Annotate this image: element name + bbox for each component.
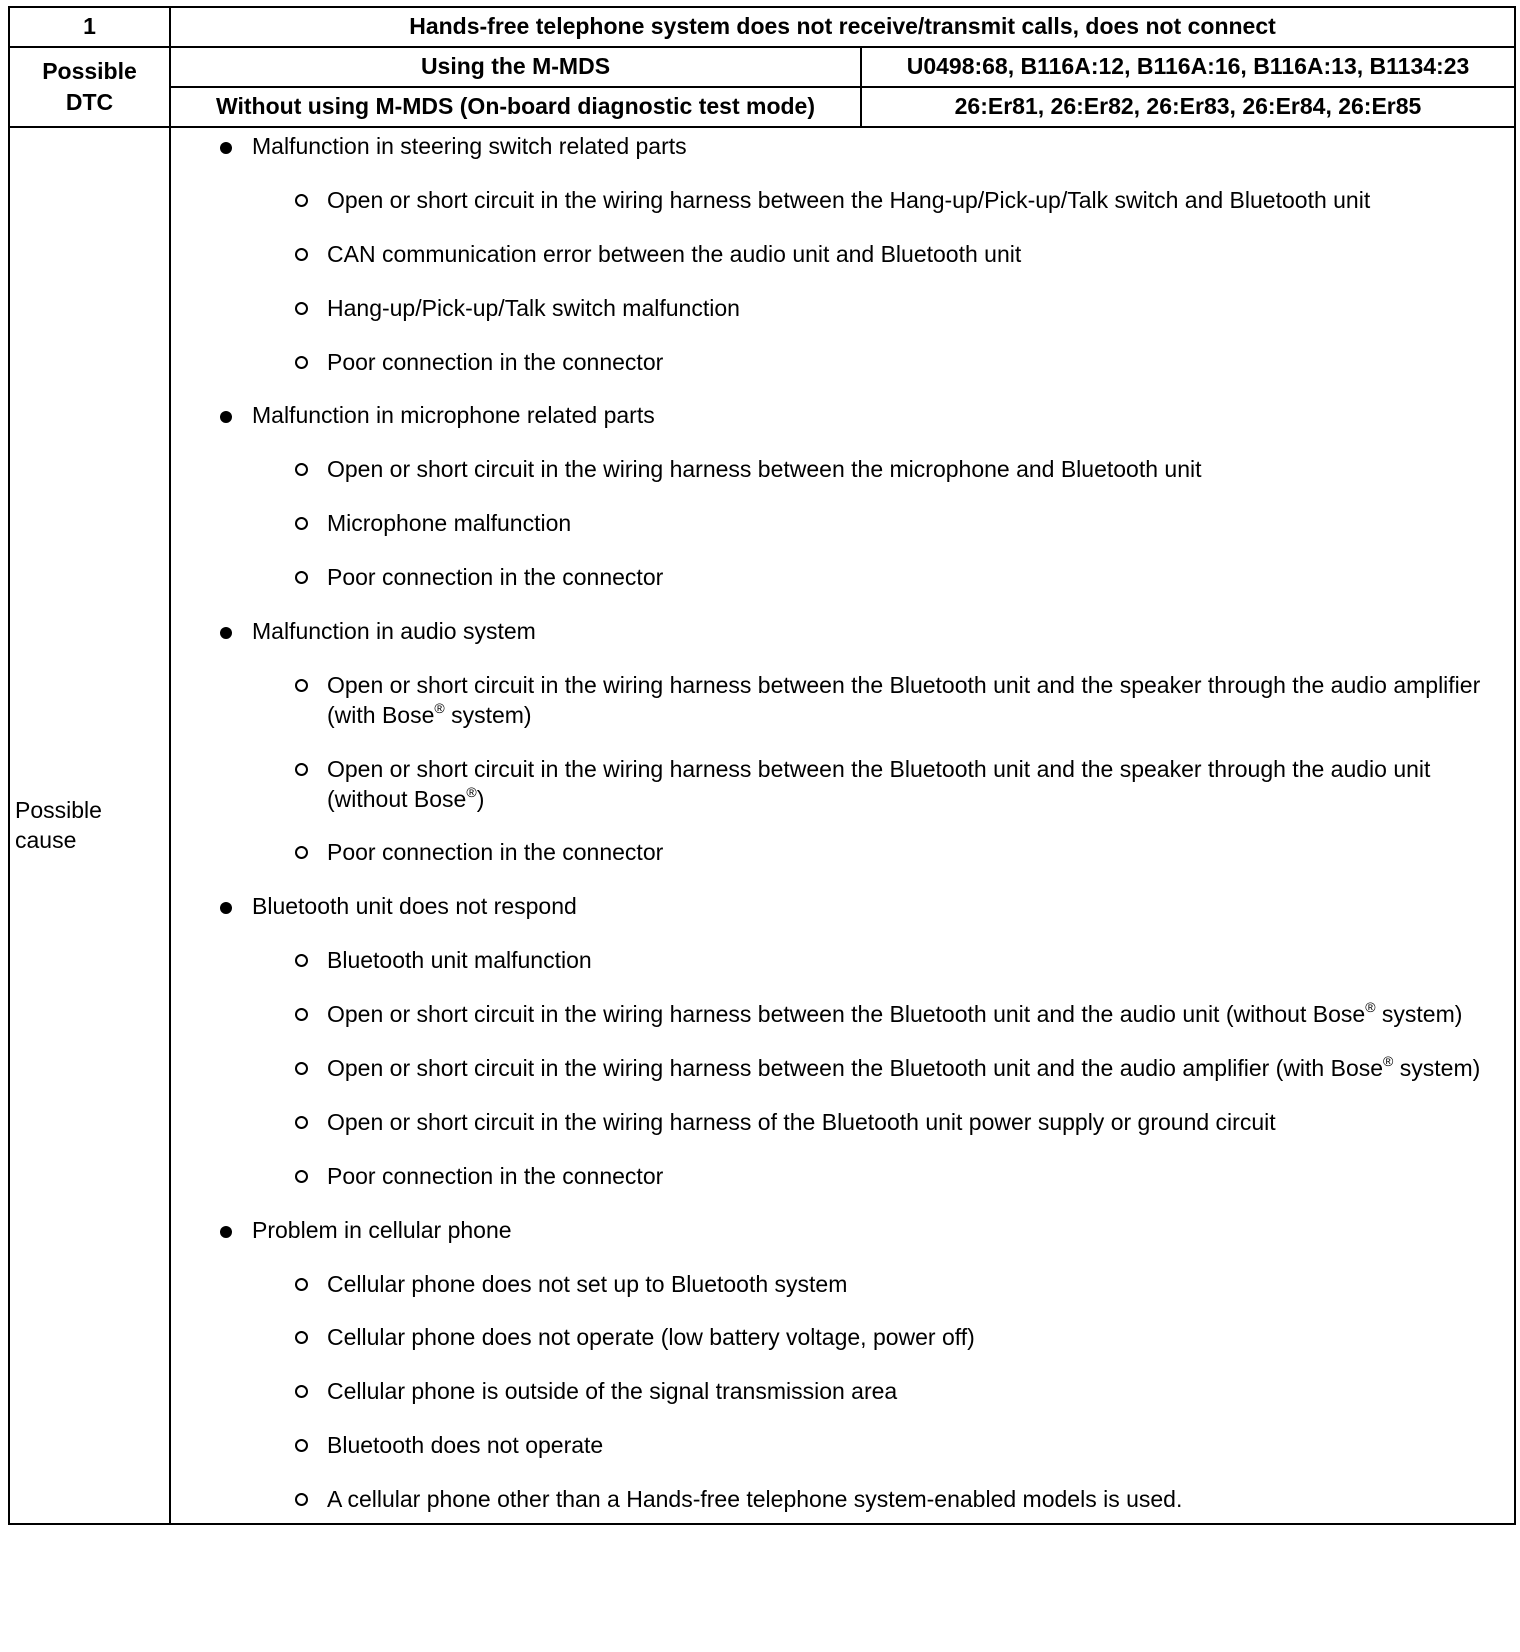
header-row (9, 7, 1515, 47)
cause-group (216, 1216, 1494, 1515)
bullet-ring-icon (295, 1170, 308, 1183)
cause-item (327, 294, 1494, 324)
cause-item (327, 1270, 1494, 1300)
bullet-ring-icon (295, 517, 308, 530)
bullet-dot-icon (220, 142, 232, 154)
bullet-ring-icon (295, 571, 308, 584)
bullet-ring-icon (295, 194, 308, 207)
cause-item (327, 455, 1494, 485)
cause-item (327, 838, 1494, 868)
cause-row (9, 127, 1515, 1524)
bullet-ring-icon (295, 1331, 308, 1344)
bullet-ring-icon (295, 954, 308, 967)
cause-item-text: Open or short circuit in the wiring harness between the Bluetooth unit and the speaker through the audio amplifier (with Bose (327, 671, 1481, 728)
cause-item-text: Open or short circuit in the wiring harness between the Bluetooth unit and the audio amplifier (with Bose (327, 1055, 1384, 1082)
bullet-ring-icon (295, 1493, 308, 1506)
bullet-dot-icon (220, 1226, 232, 1238)
cause-item (327, 186, 1494, 216)
cause-item-text: Open or short circuit in the wiring harness between the Hang-up/Pick-up/Talk switch and Bluetooth unit (327, 186, 1371, 213)
symptom-title: Hands-free telephone system does not receive/transmit calls, does not connect (170, 7, 1515, 47)
cause-item-text: Hang-up/Pick-up/Talk switch malfunction (327, 294, 740, 321)
cause-item-text: Open or short circuit in the wiring harness between the Bluetooth unit and the speaker through the audio unit (without Bose (327, 755, 1431, 812)
bullet-ring-icon (295, 1439, 308, 1452)
cause-item-text: Poor connection in the connector (327, 839, 664, 866)
cause-item-text: Poor connection in the connector (327, 1162, 664, 1189)
cause-item (327, 755, 1494, 815)
cause-item (327, 240, 1494, 270)
cause-item-text: Bluetooth does not operate (327, 1432, 604, 1459)
cause-group (216, 401, 1494, 593)
cause-item (327, 671, 1494, 731)
cause-item (327, 563, 1494, 593)
dtc-row-onboard (9, 87, 1515, 127)
cause-label (9, 127, 170, 1524)
cause-group-title: Malfunction in audio system (252, 618, 536, 645)
cause-label-text: Possible cause (15, 796, 102, 853)
cause-item-text-tail: system) (444, 701, 532, 728)
bullet-ring-icon (295, 679, 308, 692)
cause-group-title: Malfunction in microphone related parts (252, 402, 655, 429)
cause-item-text: A cellular phone other than a Hands-free telephone system-enabled models is used. (327, 1486, 1183, 1513)
cause-list (216, 132, 1494, 1515)
cause-sublist (252, 671, 1494, 868)
cause-list-cell (170, 127, 1515, 1524)
dtc-codes: U0498:68, B116A:12, B116A:16, B116A:13, B1134:23 (861, 47, 1515, 87)
cause-item (327, 1431, 1494, 1461)
cause-item (327, 1054, 1494, 1084)
cause-item-text: Poor connection in the connector (327, 564, 664, 591)
cause-item (327, 946, 1494, 976)
cause-item (327, 509, 1494, 539)
cause-group-title: Bluetooth unit does not respond (252, 893, 577, 920)
cause-sublist (252, 186, 1494, 378)
bullet-dot-icon (220, 902, 232, 914)
cause-group (216, 892, 1494, 1191)
cause-item-text: Cellular phone does not operate (low battery voltage, power off) (327, 1324, 975, 1351)
cause-item-text: Open or short circuit in the wiring harness between the Bluetooth unit and the audio unit (without Bose (327, 1001, 1366, 1028)
cause-item (327, 1323, 1494, 1353)
cause-group-title: Problem in cellular phone (252, 1216, 512, 1243)
cause-sublist (252, 1270, 1494, 1515)
cause-group-title: Malfunction in steering switch related parts (252, 133, 687, 159)
bullet-ring-icon (295, 1116, 308, 1129)
cause-item-text: Cellular phone is outside of the signal transmission area (327, 1378, 898, 1405)
dtc-label (9, 47, 170, 127)
dtc-codes: 26:Er81, 26:Er82, 26:Er83, 26:Er84, 26:Er85 (861, 87, 1515, 127)
cause-item (327, 348, 1494, 378)
bullet-ring-icon (295, 248, 308, 261)
bullet-ring-icon (295, 1062, 308, 1075)
registered-mark: ® (434, 699, 445, 716)
diagnostic-table (8, 6, 1516, 1525)
cause-item-text: Microphone malfunction (327, 510, 572, 537)
cause-item (327, 1485, 1494, 1515)
registered-mark: ® (1365, 999, 1376, 1016)
dtc-row-mmds (9, 47, 1515, 87)
cause-item (327, 1377, 1494, 1407)
cause-item-text: Poor connection in the connector (327, 348, 664, 375)
bullet-ring-icon (295, 463, 308, 476)
bullet-ring-icon (295, 1278, 308, 1291)
cause-item (327, 1162, 1494, 1192)
bullet-dot-icon (220, 411, 232, 423)
symptom-number: 1 (9, 7, 170, 47)
cause-item-text: Bluetooth unit malfunction (327, 947, 592, 974)
cause-item-text: Open or short circuit in the wiring harness of the Bluetooth unit power supply or ground circuit (327, 1108, 1276, 1135)
cause-item-text: Cellular phone does not set up to Bluetooth system (327, 1270, 848, 1297)
registered-mark: ® (466, 783, 477, 800)
dtc-label-text: Possible DTC (42, 57, 137, 115)
cause-group (216, 132, 1494, 377)
bullet-ring-icon (295, 356, 308, 369)
bullet-ring-icon (295, 1008, 308, 1021)
cause-item-text-tail: system) (1375, 1001, 1463, 1028)
cause-item (327, 1108, 1494, 1138)
bullet-ring-icon (295, 302, 308, 315)
cause-item-text: Open or short circuit in the wiring harness between the microphone and Bluetooth unit (327, 456, 1202, 483)
cause-item-text-tail: ) (476, 785, 485, 812)
cause-item-text-tail: system) (1393, 1055, 1481, 1082)
bullet-ring-icon (295, 763, 308, 776)
bullet-dot-icon (220, 627, 232, 639)
cause-sublist (252, 946, 1494, 1191)
cause-group (216, 617, 1494, 868)
bullet-ring-icon (295, 1385, 308, 1398)
dtc-method: Without using M-MDS (On-board diagnostic test mode) (170, 87, 861, 127)
registered-mark: ® (1383, 1053, 1394, 1070)
dtc-method: Using the M-MDS (170, 47, 861, 87)
cause-item-text: CAN communication error between the audio unit and Bluetooth unit (327, 240, 1022, 267)
bullet-ring-icon (295, 846, 308, 859)
cause-sublist (252, 455, 1494, 593)
cause-item (327, 1000, 1494, 1030)
